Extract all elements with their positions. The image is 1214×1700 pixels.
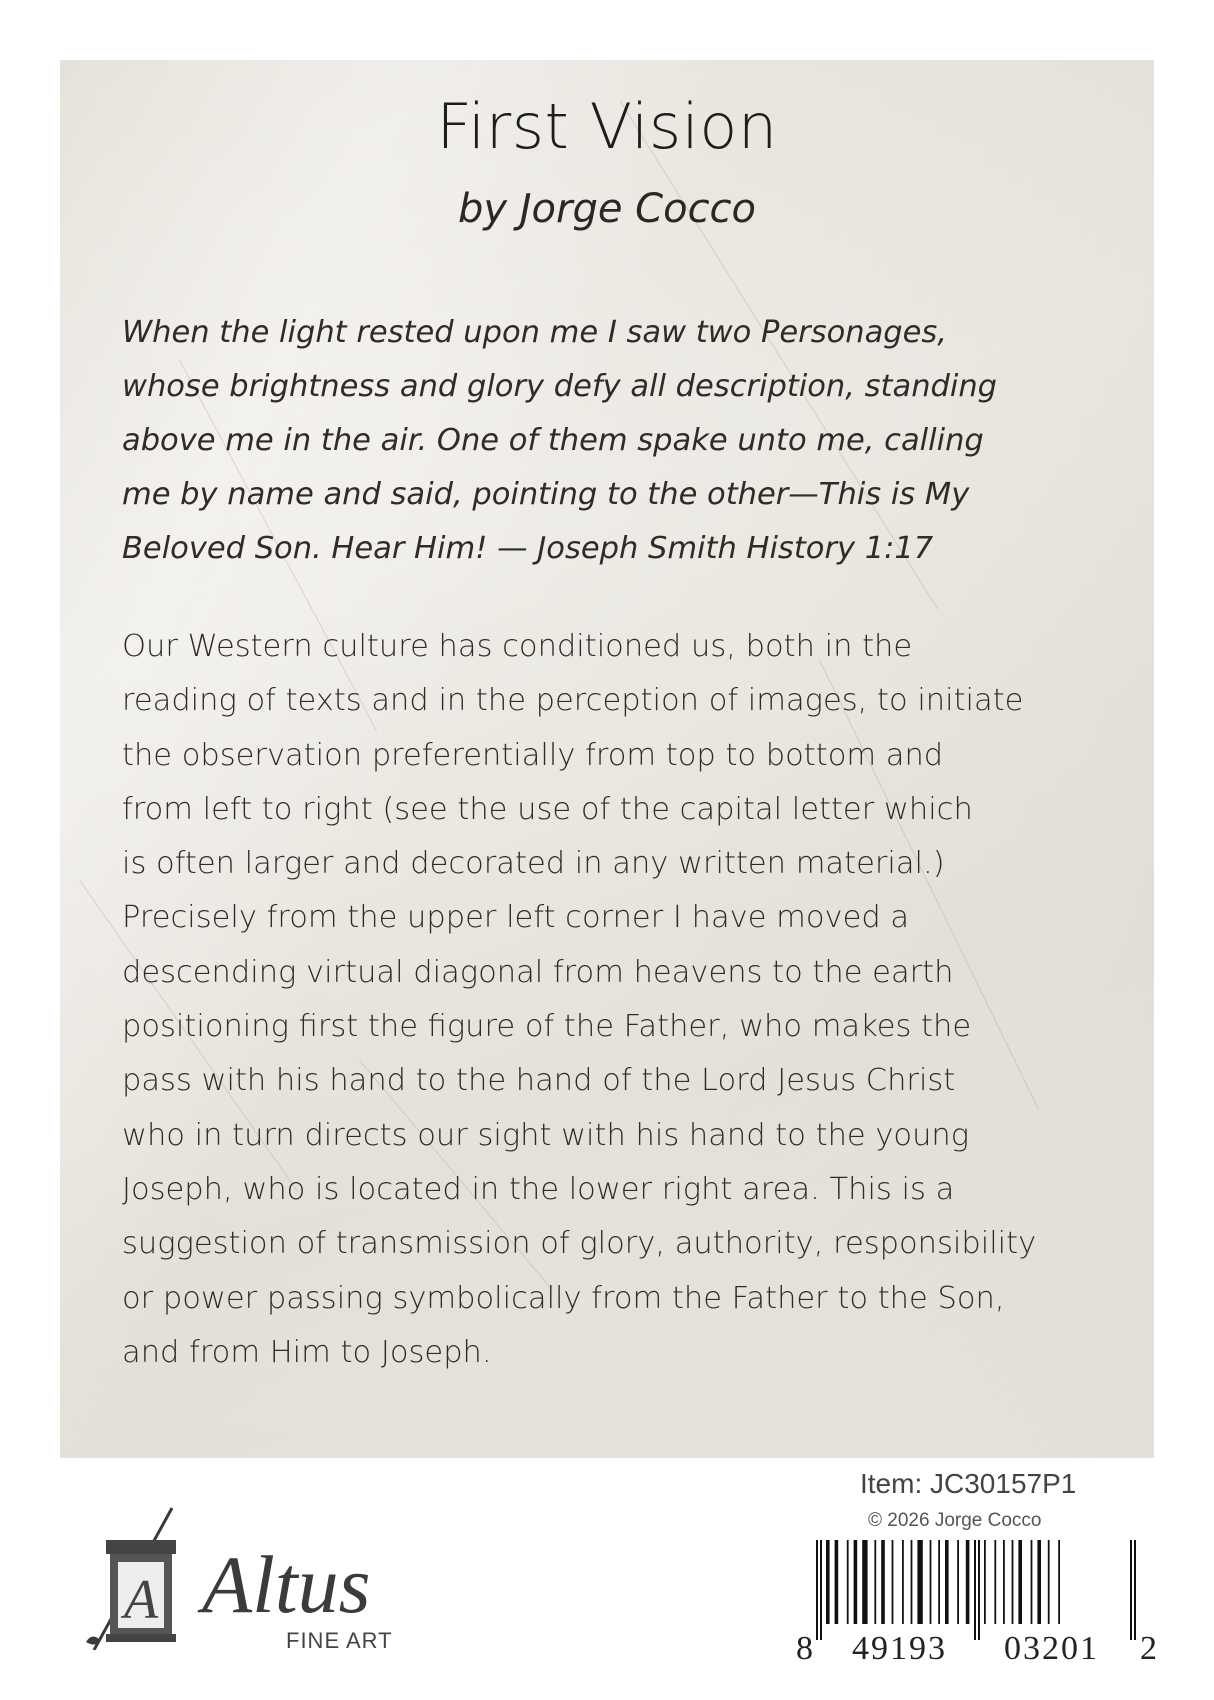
barcode-digits-right: 03201 bbox=[1004, 1630, 1099, 1667]
marble-background-panel bbox=[60, 60, 1154, 1458]
description-line: suggestion of transmission of glory, authority, responsibility bbox=[122, 1226, 1037, 1262]
barcode-bar bbox=[917, 1540, 922, 1624]
barcode-guard-bar bbox=[978, 1540, 980, 1640]
barcode-bar bbox=[881, 1540, 885, 1624]
barcode-guard-bar bbox=[820, 1540, 822, 1640]
artwork-title: First Vision bbox=[436, 90, 778, 163]
barcode-bar bbox=[1058, 1540, 1060, 1624]
barcode-bar bbox=[994, 1540, 996, 1624]
barcode-bar bbox=[892, 1540, 894, 1624]
barcode-bar bbox=[1012, 1540, 1014, 1624]
barcode-bar bbox=[957, 1540, 959, 1624]
barcode-guard-bar bbox=[816, 1540, 818, 1640]
barcode-digits-left: 49193 bbox=[852, 1630, 947, 1667]
barcode-bar bbox=[1031, 1540, 1033, 1624]
altus-fine-art-logo bbox=[72, 1500, 452, 1650]
barcode-bar bbox=[945, 1540, 949, 1624]
barcode-bar bbox=[862, 1540, 867, 1624]
barcode-bar bbox=[1018, 1540, 1022, 1624]
brand-subtitle: FINE ART bbox=[286, 1628, 393, 1650]
quote-line: me by name and said, pointing to the other—This is My bbox=[122, 477, 970, 512]
quote-line: Beloved Son. Hear Him! — Joseph Smith History 1:17 bbox=[122, 531, 934, 566]
barcode-bar bbox=[835, 1540, 839, 1624]
barcode-guard-bar bbox=[1134, 1540, 1136, 1640]
description-line: or power passing symbolically from the Father to the Son, bbox=[122, 1280, 1005, 1316]
artwork-description bbox=[122, 620, 1107, 1380]
description-line: positioning first the figure of the Father, who makes the bbox=[122, 1009, 972, 1045]
scripture-quote bbox=[122, 306, 1107, 576]
description-line: Our Western culture has conditioned us, both in the bbox=[122, 629, 913, 664]
description-line: is often larger and decorated in any written material.) bbox=[122, 846, 945, 882]
barcode-bar bbox=[1048, 1540, 1050, 1624]
barcode-bar bbox=[930, 1540, 932, 1624]
description-line: the observation preferentially from top to bottom and bbox=[122, 737, 944, 773]
barcode-digit-first: 8 bbox=[796, 1630, 813, 1667]
barcode-bar bbox=[938, 1540, 940, 1624]
quote-line: When the light rested upon me I saw two Personages, bbox=[122, 315, 947, 350]
barcode-bar bbox=[902, 1540, 904, 1624]
barcode-bars bbox=[816, 1540, 1136, 1640]
barcode-bar bbox=[854, 1540, 858, 1624]
brand-name: Altus bbox=[202, 1539, 371, 1630]
svg-text:A: A bbox=[123, 1569, 159, 1631]
barcode-bar bbox=[966, 1540, 970, 1624]
barcode bbox=[796, 1540, 1156, 1640]
barcode-guard-bar bbox=[974, 1540, 976, 1640]
description-line: and from Him to Joseph. bbox=[122, 1334, 492, 1370]
barcode-bar bbox=[911, 1540, 913, 1624]
barcode-bar bbox=[1037, 1540, 1041, 1624]
description-line: who in turn directs our sight with his hand to the young bbox=[122, 1117, 970, 1153]
quote-line: above me in the air. One of them spake unto me, calling bbox=[122, 423, 984, 458]
barcode-bar bbox=[874, 1540, 876, 1624]
barcode-bar bbox=[1003, 1540, 1005, 1624]
description-line: Joseph, who is located in the lower right area. This is a bbox=[122, 1171, 955, 1207]
item-number: Item: JC30157P1 bbox=[860, 1468, 1077, 1499]
copyright-notice: © 2026 Jorge Cocco bbox=[868, 1510, 1042, 1531]
description-line: pass with his hand to the hand of the Lord Jesus Christ bbox=[122, 1063, 956, 1099]
barcode-digit-last: 2 bbox=[1140, 1630, 1157, 1667]
description-line: descending virtual diagonal from heavens to the earth bbox=[122, 954, 954, 990]
description-line: Precisely from the upper left corner I have moved a bbox=[122, 900, 910, 936]
description-line: from left to right (see the use of the capital letter which bbox=[122, 791, 973, 827]
quote-line: whose brightness and glory defy all description, standing bbox=[122, 369, 998, 404]
description-line: reading of texts and in the perception of images, to initiate bbox=[122, 683, 1024, 719]
barcode-bar bbox=[847, 1540, 849, 1624]
barcode-bar bbox=[826, 1540, 830, 1624]
barcode-bar bbox=[984, 1540, 986, 1624]
easel-icon bbox=[86, 1508, 176, 1650]
artist-byline: by Jorge Cocco bbox=[457, 186, 757, 232]
barcode-guard-bar bbox=[1130, 1540, 1132, 1640]
